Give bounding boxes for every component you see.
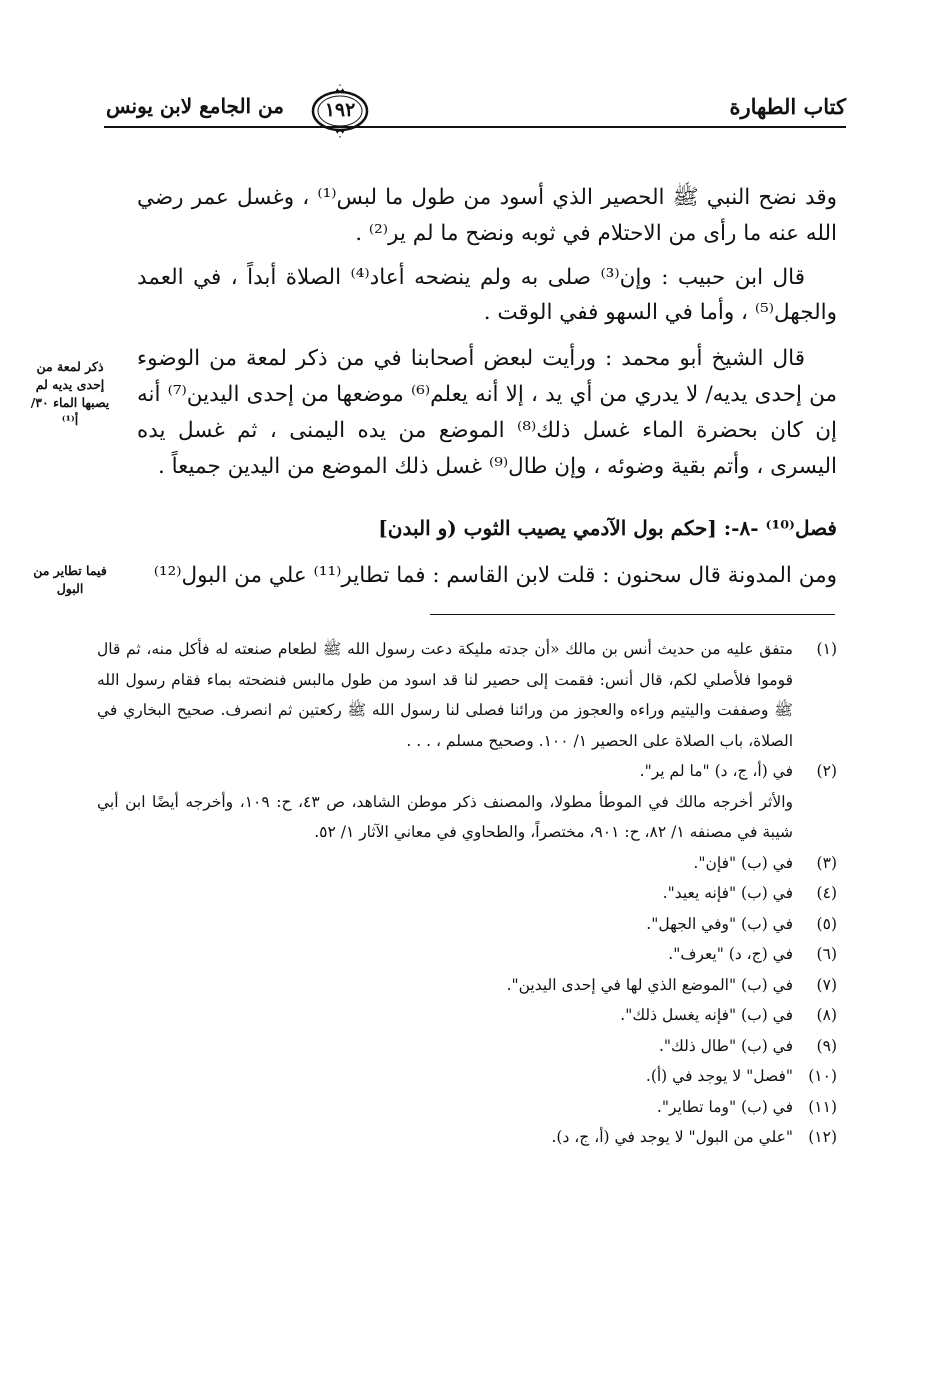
- footnote-text: في (ب) "الموضع الذي لها في إحدى اليدين".: [506, 975, 793, 994]
- footnote: [97, 1061, 837, 1092]
- footnote-number: (١): [816, 640, 837, 658]
- footnote-number: (١٠): [808, 1067, 837, 1085]
- footnote-text: في (ب) "فإن".: [693, 853, 793, 872]
- footnote: [97, 634, 837, 756]
- section-heading: فصل⁽¹⁰⁾ -٨-: [حكم بول الآدمي يصيب الثوب (و البدن]: [378, 516, 837, 540]
- page-number: ١٩٢: [324, 99, 356, 121]
- footnote-text: في (ب) "فإنه يعيد".: [662, 884, 793, 902]
- main-text: [137, 180, 837, 484]
- footnote: [97, 1092, 837, 1123]
- footnote-text: في (أ، ج، د) "ما لم ير".: [639, 762, 793, 780]
- footnote: [97, 909, 837, 940]
- footnote-number: (٥): [816, 914, 837, 933]
- paragraph: قال ابن حبيب : وإن⁽³⁾ صلى به ولم ينضحه أعاد⁽⁴⁾ الصلاة أبداً ، في العمد والجهل⁽⁵⁾ ، وأما في السهو ففي الوقت .: [137, 264, 837, 326]
- book-title: كتاب الطهارة: [729, 94, 846, 119]
- footnote: [97, 756, 837, 787]
- footnote-number: (٦): [816, 945, 837, 963]
- footnote-number: (٢): [816, 762, 837, 780]
- footnote-text: في (ب) "وفي الجهل".: [646, 914, 793, 933]
- footnote-text: "علي من البول" لا يوجد في (أ، ج، د).: [551, 1128, 793, 1146]
- footnote-number: (٧): [816, 975, 837, 994]
- footnote-text: في (ب) "طال ذلك".: [659, 1036, 793, 1055]
- footnote-number: (٩): [816, 1036, 837, 1055]
- paragraph: وقد نضح النبي ﷺ الحصير الذي أسود من طول ما لبس⁽¹⁾ ، وغسل عمر رضي الله عنه ما رأى من الاحتلام في ثوبه ونضح ما لم ير⁽²⁾ .: [137, 185, 837, 246]
- footnote: [97, 1000, 837, 1031]
- footnote-number: (٤): [816, 884, 837, 902]
- margin-note: ذكر لمعة من إحدى يديه لم يصبها الماء ٣٠/أ⁽¹⁾: [30, 359, 110, 428]
- footnote-text: متفق عليه من حديث أنس بن مالك «أن جدته مليكة دعت رسول الله ﷺ لطعام صنعته له فأكل منه، ثم قال قوموا فلأصلي لكم، قال أنس: فقمت إلى حصير لنا قد اسود من طول مالبس فنضحته بماء فقام رسول الله ﷺ وصففت واليتيم وراءه والعجوز من ورائنا فصلى لنا رسول الله ﷺ ركعتين ثم انصرف. صحيح البخاري في الصلاة، باب الصلاة على الحصير ١/ ١٠٠. وصحيح مسلم ، . . .: [97, 640, 793, 750]
- footnote-number: (١١): [808, 1097, 837, 1116]
- footnote-text: في (ج، د) "يعرف".: [668, 945, 793, 963]
- footnote: [97, 1031, 837, 1062]
- paragraph: قال الشيخ أبو محمد : ورأيت لبعض أصحابنا في من ذكر لمعة من الوضوء من إحدى يديه/ لا يدري من أي يد ، إلا أنه يعلم⁽⁶⁾ موضعها من إحدى اليدين⁽⁷⁾ أنه إن كان بحضرة الماء غسل ذلك⁽⁸⁾ الموضع من يده اليمنى ، ثم غسل يده اليسرى ، وأتم بقية وضوئه ، وإن طال⁽⁹⁾ غسل ذلك الموضع من اليدين جميعاً .: [137, 346, 837, 479]
- footnote: [97, 848, 837, 879]
- footnote-text: في (ب) "فإنه يغسل ذلك".: [620, 1006, 793, 1024]
- paragraph: ومن المدونة قال سحنون : قلت لابن القاسم : فما تطاير⁽¹¹⁾ علي من البول⁽¹²⁾: [153, 563, 837, 588]
- footnote-text: "فصل" لا يوجد في (أ).: [645, 1067, 793, 1085]
- footnote: [97, 878, 837, 909]
- running-header: [104, 88, 846, 128]
- footnote-divider: [430, 614, 835, 615]
- work-title: من الجامع لابن يونس: [106, 94, 284, 118]
- footnote-text: والأثر أخرجه مالك في الموطأ مطولا، والمصنف ذكر موطن الشاهد، ص ٤٣، ح: ١٠٩، وأخرجه أيضًا ابن أبي شيبة في مصنفه ١/ ٨٢، ح: ٩٠١، مختصراً، والطحاوي في معاني الآثار ١/ ٥٢.: [97, 792, 794, 841]
- footnote-number: (١٢): [808, 1128, 837, 1146]
- page-number-badge: [310, 82, 370, 140]
- header-rule: [104, 126, 846, 128]
- margin-note: فيما تطاير من البول: [33, 563, 107, 596]
- footnote-text: في (ب) "وما تطاير".: [656, 1097, 793, 1116]
- footnote-number: (٨): [816, 1006, 837, 1024]
- footnote-number: (٣): [816, 853, 837, 872]
- footnote: [97, 1122, 837, 1153]
- footnote: [97, 939, 837, 970]
- footnote: [97, 970, 837, 1001]
- footnotes: [97, 634, 837, 1153]
